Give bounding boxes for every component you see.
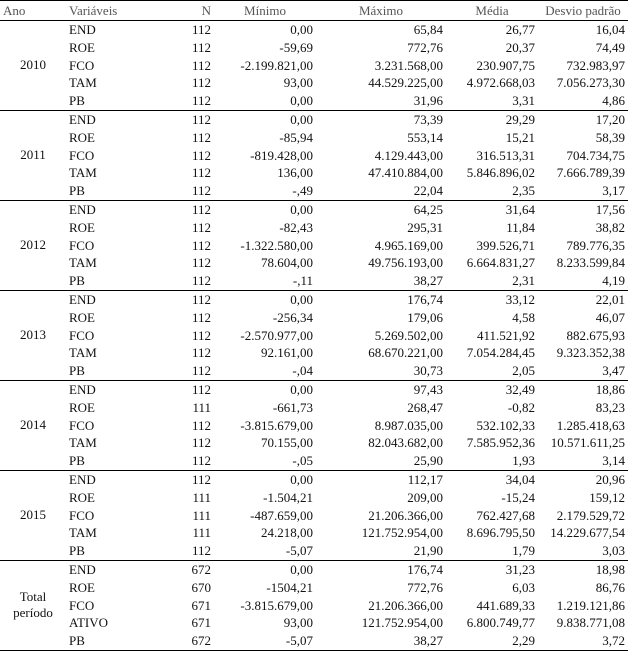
year-cell: Total período bbox=[0, 560, 66, 650]
table-row bbox=[0, 614, 628, 632]
minimo-cell: 0,00 bbox=[214, 110, 316, 128]
year-cell: 2010 bbox=[0, 21, 66, 111]
table-row bbox=[0, 597, 628, 615]
minimo-cell: 93,00 bbox=[283, 75, 313, 91]
maximo-cell: 44.529.225,00 bbox=[368, 75, 443, 91]
variable-cell: PB bbox=[66, 272, 136, 290]
n-cell: 112 bbox=[136, 470, 214, 488]
maximo-cell: 209,00 bbox=[407, 489, 443, 505]
media-cell: 5.846.896,02 bbox=[466, 165, 535, 181]
minimo-cell: 0,00 bbox=[214, 92, 316, 110]
n-cell: 112 bbox=[136, 290, 214, 308]
maximo-cell: 4.965.169,00 bbox=[374, 237, 443, 253]
maximo-cell: 176,74 bbox=[316, 290, 446, 308]
variable-cell: FCO bbox=[69, 327, 95, 343]
n-cell: 111 bbox=[192, 525, 211, 541]
minimo-cell: 0,00 bbox=[214, 290, 316, 308]
desvio-padrao-cell: 9.323.352,38 bbox=[556, 345, 625, 361]
year-cell: 2012 bbox=[0, 200, 66, 290]
maximo-cell: 30,73 bbox=[316, 362, 446, 380]
n-cell: 112 bbox=[191, 57, 211, 73]
table-row bbox=[0, 327, 628, 345]
table-row bbox=[0, 57, 628, 75]
desvio-padrao-cell: 2.179.529,72 bbox=[556, 507, 625, 523]
media-cell: 441.689,33 bbox=[476, 597, 535, 613]
maximo-cell: 82.043.682,00 bbox=[368, 435, 443, 451]
maximo-cell: 21,90 bbox=[316, 542, 446, 560]
media-cell: -0,82 bbox=[507, 399, 535, 415]
maximo-cell: 772,76 bbox=[407, 39, 443, 55]
variable-cell: TAM bbox=[69, 345, 97, 361]
desvio-padrao-cell: 882.675,93 bbox=[566, 327, 625, 343]
media-cell: 2,29 bbox=[446, 632, 538, 650]
maximo-cell: 268,47 bbox=[407, 399, 443, 415]
media-cell: 316.513,31 bbox=[476, 147, 535, 163]
media-cell: 34,04 bbox=[446, 470, 538, 488]
minimo-cell: -,05 bbox=[214, 452, 316, 470]
n-cell: 112 bbox=[136, 452, 214, 470]
minimo-cell: 0,00 bbox=[214, 380, 316, 398]
variable-cell: FCO bbox=[69, 237, 95, 253]
desvio-padrao-cell: 38,82 bbox=[595, 219, 625, 235]
variable-cell: ROE bbox=[69, 399, 95, 415]
variable-cell: TAM bbox=[69, 165, 97, 181]
desvio-padrao-cell: 10.571.611,25 bbox=[550, 435, 625, 451]
header-row bbox=[0, 1, 628, 21]
minimo-cell: -59,69 bbox=[279, 39, 313, 55]
maximo-cell: 21.206.366,00 bbox=[368, 507, 443, 523]
desvio-padrao-cell: 9.838.771,08 bbox=[556, 615, 625, 631]
media-cell: 6.664.831,27 bbox=[466, 255, 535, 271]
n-cell: 112 bbox=[191, 219, 211, 235]
minimo-cell: -3.815.679,00 bbox=[240, 417, 313, 433]
table-row bbox=[0, 110, 628, 128]
n-cell: 112 bbox=[191, 327, 211, 343]
n-cell: 112 bbox=[191, 255, 211, 271]
year-cell: 2015 bbox=[0, 470, 66, 560]
table-body bbox=[0, 21, 628, 651]
media-cell: 399.526,71 bbox=[476, 237, 535, 253]
year-cell: 2011 bbox=[0, 110, 66, 200]
variable-cell: END bbox=[66, 200, 136, 218]
table-row bbox=[0, 399, 628, 417]
table-row bbox=[0, 489, 628, 507]
media-cell: 411.521,92 bbox=[476, 327, 535, 343]
table-row bbox=[0, 147, 628, 165]
desvio-padrao-cell: 46,07 bbox=[595, 309, 625, 325]
header-desvio-padrao: Desvio padrão bbox=[538, 1, 628, 21]
n-cell: 672 bbox=[136, 560, 214, 578]
table-row bbox=[0, 470, 628, 488]
variable-cell: END bbox=[66, 21, 136, 39]
table-row bbox=[0, 380, 628, 398]
variable-cell: FCO bbox=[69, 417, 95, 433]
variable-cell: FCO bbox=[69, 507, 95, 523]
table-row bbox=[0, 542, 628, 560]
maximo-cell: 21.206.366,00 bbox=[368, 597, 443, 613]
desvio-padrao-cell: 4,19 bbox=[538, 272, 628, 290]
minimo-cell: 92.161,00 bbox=[261, 345, 313, 361]
desvio-padrao-cell: 22,01 bbox=[538, 290, 628, 308]
minimo-cell: 0,00 bbox=[214, 21, 316, 39]
desvio-padrao-cell: 8.233.599,84 bbox=[556, 255, 625, 271]
n-cell: 112 bbox=[136, 362, 214, 380]
maximo-cell: 22,04 bbox=[316, 182, 446, 200]
media-cell: 6,03 bbox=[512, 579, 535, 595]
desvio-padrao-cell: 732.983,97 bbox=[566, 57, 625, 73]
n-cell: 670 bbox=[191, 579, 211, 595]
table-row bbox=[0, 92, 628, 110]
desvio-padrao-cell: 16,04 bbox=[538, 21, 628, 39]
maximo-cell: 3.231.568,00 bbox=[374, 57, 443, 73]
minimo-cell: -3.815.679,00 bbox=[240, 597, 313, 613]
variable-cell: PB bbox=[66, 452, 136, 470]
desvio-padrao-cell: 3,17 bbox=[538, 182, 628, 200]
table-row bbox=[0, 632, 628, 650]
desvio-padrao-cell: 4,86 bbox=[538, 92, 628, 110]
media-cell: 3,31 bbox=[446, 92, 538, 110]
n-cell: 112 bbox=[136, 542, 214, 560]
n-cell: 112 bbox=[191, 165, 211, 181]
table-row bbox=[0, 237, 628, 255]
media-cell: -15,24 bbox=[501, 489, 535, 505]
minimo-cell: -85,94 bbox=[279, 129, 313, 145]
header-minimo: Mínimo bbox=[214, 1, 316, 21]
desvio-padrao-cell: 7.666.789,39 bbox=[556, 165, 625, 181]
media-cell: 8.696.795,50 bbox=[466, 525, 535, 541]
n-cell: 112 bbox=[136, 182, 214, 200]
table-row bbox=[0, 21, 628, 39]
maximo-cell: 8.987.035,00 bbox=[374, 417, 443, 433]
media-cell: 762.427,68 bbox=[476, 507, 535, 523]
n-cell: 111 bbox=[192, 399, 211, 415]
media-cell: 33,12 bbox=[446, 290, 538, 308]
minimo-cell: -1504,21 bbox=[266, 579, 313, 595]
variable-cell: FCO bbox=[69, 57, 95, 73]
n-cell: 671 bbox=[191, 615, 211, 631]
minimo-cell: -,11 bbox=[214, 272, 316, 290]
minimo-cell: -819.428,00 bbox=[250, 147, 313, 163]
table-row bbox=[0, 309, 628, 327]
header-maximo: Máximo bbox=[316, 1, 446, 21]
variable-cell: END bbox=[66, 290, 136, 308]
n-cell: 111 bbox=[192, 507, 211, 523]
minimo-cell: 136,00 bbox=[277, 165, 313, 181]
n-cell: 112 bbox=[136, 110, 214, 128]
media-cell: 7.054.284,45 bbox=[466, 345, 535, 361]
minimo-cell: -,49 bbox=[214, 182, 316, 200]
desvio-padrao-cell: 1.219.121,86 bbox=[556, 597, 625, 613]
n-cell: 112 bbox=[136, 272, 214, 290]
media-cell: 4,58 bbox=[512, 309, 535, 325]
variable-cell: END bbox=[66, 110, 136, 128]
maximo-cell: 73,39 bbox=[316, 110, 446, 128]
maximo-cell: 38,27 bbox=[316, 272, 446, 290]
media-cell: 31,23 bbox=[446, 560, 538, 578]
minimo-cell: -82,43 bbox=[279, 219, 313, 235]
variable-cell: FCO bbox=[69, 147, 95, 163]
maximo-cell: 31,96 bbox=[316, 92, 446, 110]
media-cell: 29,29 bbox=[446, 110, 538, 128]
media-cell: 2,31 bbox=[446, 272, 538, 290]
year-cell: 2014 bbox=[0, 380, 66, 470]
n-cell: 112 bbox=[191, 345, 211, 361]
desvio-padrao-cell: 14.229.677,54 bbox=[550, 525, 625, 541]
desvio-padrao-cell: 74,49 bbox=[595, 39, 625, 55]
variable-cell: PB bbox=[66, 92, 136, 110]
maximo-cell: 5.269.502,00 bbox=[374, 327, 443, 343]
table-row bbox=[0, 164, 628, 182]
media-cell: 1,93 bbox=[446, 452, 538, 470]
variable-cell: END bbox=[66, 560, 136, 578]
n-cell: 112 bbox=[136, 200, 214, 218]
media-cell: 31,64 bbox=[446, 200, 538, 218]
media-cell: 32,49 bbox=[446, 380, 538, 398]
variable-cell: TAM bbox=[69, 435, 97, 451]
variable-cell: ROE bbox=[69, 219, 95, 235]
desvio-padrao-cell: 58,39 bbox=[595, 129, 625, 145]
desvio-padrao-cell: 3,47 bbox=[538, 362, 628, 380]
table-row bbox=[0, 362, 628, 380]
header-n: N bbox=[136, 1, 214, 21]
maximo-cell: 121.752.954,00 bbox=[361, 525, 443, 541]
n-cell: 112 bbox=[136, 92, 214, 110]
maximo-cell: 25,90 bbox=[316, 452, 446, 470]
variable-cell: PB bbox=[66, 362, 136, 380]
desvio-padrao-cell: 789.776,35 bbox=[566, 237, 625, 253]
variable-cell: TAM bbox=[69, 75, 97, 91]
maximo-cell: 97,43 bbox=[316, 380, 446, 398]
desvio-padrao-cell: 86,76 bbox=[595, 579, 625, 595]
n-cell: 671 bbox=[191, 597, 211, 613]
table-row bbox=[0, 39, 628, 57]
header-variaveis: Variáveis bbox=[66, 1, 136, 21]
maximo-cell: 772,76 bbox=[407, 579, 443, 595]
minimo-cell: 93,00 bbox=[283, 615, 313, 631]
n-cell: 112 bbox=[191, 435, 211, 451]
variable-cell: PB bbox=[66, 542, 136, 560]
maximo-cell: 47.410.884,00 bbox=[368, 165, 443, 181]
maximo-cell: 176,74 bbox=[316, 560, 446, 578]
media-cell: 11,84 bbox=[506, 219, 535, 235]
desvio-padrao-cell: 3,03 bbox=[538, 542, 628, 560]
n-cell: 112 bbox=[191, 417, 211, 433]
table-row bbox=[0, 434, 628, 452]
table-row bbox=[0, 344, 628, 362]
minimo-cell: -256,34 bbox=[272, 309, 313, 325]
minimo-cell: -5,07 bbox=[214, 542, 316, 560]
table-row bbox=[0, 182, 628, 200]
media-cell: 2,05 bbox=[446, 362, 538, 380]
n-cell: 112 bbox=[191, 129, 211, 145]
n-cell: 112 bbox=[191, 147, 211, 163]
desvio-padrao-cell: 1.285.418,63 bbox=[556, 417, 625, 433]
maximo-cell: 112,17 bbox=[316, 470, 446, 488]
minimo-cell: 24.218,00 bbox=[261, 525, 313, 541]
n-cell: 111 bbox=[192, 489, 211, 505]
table-row bbox=[0, 507, 628, 525]
table-row bbox=[0, 417, 628, 435]
variable-cell: ROE bbox=[69, 129, 95, 145]
media-cell: 6.800.749,77 bbox=[466, 615, 535, 631]
year-cell: 2013 bbox=[0, 290, 66, 380]
media-cell: 2,35 bbox=[446, 182, 538, 200]
maximo-cell: 295,31 bbox=[407, 219, 443, 235]
variable-cell: TAM bbox=[69, 525, 97, 541]
maximo-cell: 68.670.221,00 bbox=[368, 345, 443, 361]
header-media: Média bbox=[446, 1, 538, 21]
variable-cell: TAM bbox=[69, 255, 97, 271]
variable-cell: PB bbox=[66, 182, 136, 200]
maximo-cell: 38,27 bbox=[316, 632, 446, 650]
variable-cell: ATIVO bbox=[69, 615, 108, 631]
variable-cell: ROE bbox=[69, 489, 95, 505]
table-row bbox=[0, 560, 628, 578]
n-cell: 112 bbox=[136, 21, 214, 39]
media-cell: 15,21 bbox=[505, 129, 535, 145]
maximo-cell: 4.129.443,00 bbox=[374, 147, 443, 163]
table-row bbox=[0, 524, 628, 542]
desvio-padrao-cell: 17,20 bbox=[538, 110, 628, 128]
minimo-cell: -2.570.977,00 bbox=[240, 327, 313, 343]
table-row bbox=[0, 579, 628, 597]
minimo-cell: 78.604,00 bbox=[261, 255, 313, 271]
table-row bbox=[0, 74, 628, 92]
media-cell: 20,37 bbox=[505, 39, 535, 55]
variable-cell: END bbox=[66, 470, 136, 488]
variable-cell: FCO bbox=[69, 597, 95, 613]
minimo-cell: -2.199.821,00 bbox=[240, 57, 313, 73]
variable-cell: END bbox=[66, 380, 136, 398]
maximo-cell: 65,84 bbox=[316, 21, 446, 39]
minimo-cell: 70.155,00 bbox=[261, 435, 313, 451]
media-cell: 4.972.668,03 bbox=[466, 75, 535, 91]
table-row bbox=[0, 200, 628, 218]
minimo-cell: 0,00 bbox=[214, 200, 316, 218]
n-cell: 112 bbox=[191, 237, 211, 253]
minimo-cell: -487.659,00 bbox=[250, 507, 313, 523]
n-cell: 112 bbox=[191, 309, 211, 325]
desvio-padrao-cell: 18,86 bbox=[538, 380, 628, 398]
minimo-cell: -5,07 bbox=[214, 632, 316, 650]
n-cell: 672 bbox=[136, 632, 214, 650]
table-row bbox=[0, 254, 628, 272]
maximo-cell: 64,25 bbox=[316, 200, 446, 218]
desvio-padrao-cell: 17,56 bbox=[538, 200, 628, 218]
maximo-cell: 49.756.193,00 bbox=[368, 255, 443, 271]
minimo-cell: 0,00 bbox=[214, 470, 316, 488]
variable-cell: ROE bbox=[69, 579, 95, 595]
minimo-cell: -,04 bbox=[214, 362, 316, 380]
desvio-padrao-cell: 20,96 bbox=[538, 470, 628, 488]
desvio-padrao-cell: 704.734,75 bbox=[566, 147, 625, 163]
desvio-padrao-cell: 159,12 bbox=[589, 489, 625, 505]
maximo-cell: 179,06 bbox=[407, 309, 443, 325]
maximo-cell: 553,14 bbox=[407, 129, 443, 145]
minimo-cell: -661,73 bbox=[272, 399, 313, 415]
media-cell: 230.907,75 bbox=[476, 57, 535, 73]
header-ano: Ano bbox=[0, 1, 66, 21]
variable-cell: ROE bbox=[69, 39, 95, 55]
n-cell: 112 bbox=[191, 75, 211, 91]
variable-cell: PB bbox=[66, 632, 136, 650]
table-row bbox=[0, 290, 628, 308]
table-row bbox=[0, 219, 628, 237]
minimo-cell: 0,00 bbox=[214, 560, 316, 578]
media-cell: 7.585.952,36 bbox=[466, 435, 535, 451]
desvio-padrao-cell: 18,98 bbox=[538, 560, 628, 578]
table-header bbox=[0, 1, 628, 21]
table-row bbox=[0, 452, 628, 470]
table-row bbox=[0, 129, 628, 147]
media-cell: 1,79 bbox=[446, 542, 538, 560]
desvio-padrao-cell: 3,14 bbox=[538, 452, 628, 470]
maximo-cell: 121.752.954,00 bbox=[361, 615, 443, 631]
media-cell: 26,77 bbox=[446, 21, 538, 39]
desvio-padrao-cell: 7.056.273,30 bbox=[556, 75, 625, 91]
variable-cell: ROE bbox=[69, 309, 95, 325]
n-cell: 112 bbox=[136, 380, 214, 398]
n-cell: 112 bbox=[191, 39, 211, 55]
media-cell: 532.102,33 bbox=[476, 417, 535, 433]
minimo-cell: -1.322.580,00 bbox=[240, 237, 313, 253]
table-row bbox=[0, 272, 628, 290]
minimo-cell: -1.504,21 bbox=[263, 489, 313, 505]
desvio-padrao-cell: 3,72 bbox=[538, 632, 628, 650]
desvio-padrao-cell: 83,23 bbox=[595, 399, 625, 415]
